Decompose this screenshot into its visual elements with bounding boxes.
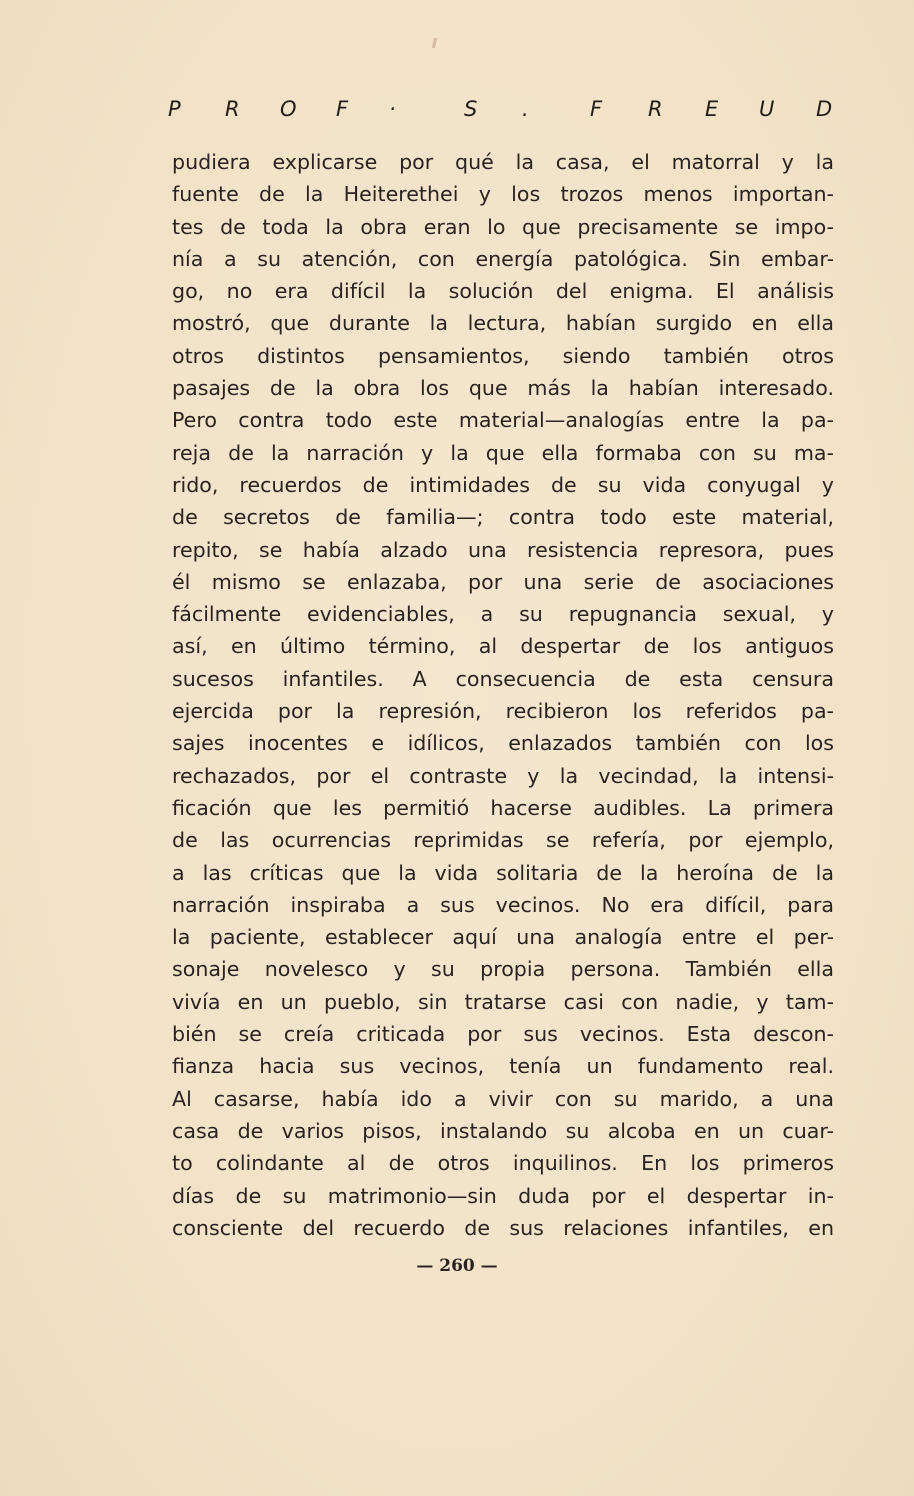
header-letter: U [759, 97, 775, 121]
text-line: repito, se había alzado una resistencia represora, pues [172, 537, 834, 562]
text-line: fianza hacia sus vecinos, tenía un fundamento real. [172, 1054, 834, 1079]
text-line: fácilmente evidenciables, a su repugnancia sexual, y [172, 602, 834, 627]
text-line: sonaje novelesco y su propia persona. También ella [172, 957, 834, 982]
header-letter: P [168, 97, 181, 121]
text-line: nía a su atención, con energía patológica. Sin embar- [172, 246, 834, 271]
text-line: sucesos infantiles. A consecuencia de esta censura [172, 666, 834, 691]
header-letter: S [464, 97, 478, 121]
text-line: rido, recuerdos de intimidades de su vida conyugal y [172, 472, 834, 497]
header-letter: E [705, 97, 719, 121]
ink-mark [432, 38, 437, 48]
text-line: pudiera explicarse por qué la casa, el matorral y la [172, 150, 834, 174]
text-line: vivía en un pueblo, sin tratarse casi con nadie, y tam- [172, 989, 834, 1014]
text-line: bién se creía criticada por sus vecinos. Esta descon- [172, 1022, 834, 1047]
header-letter: F [590, 97, 603, 121]
text-line: Al casarse, había ido a vivir con su marido, a una [172, 1086, 834, 1111]
text-line: de las ocurrencias reprimidas se refería, por ejemplo, [172, 828, 834, 853]
header-letter: O [280, 97, 297, 121]
header-letter: F [336, 97, 349, 121]
text-line: go, no era difícil la solución del enigma. El análisis [172, 279, 834, 304]
text-line: Pero contra todo este material—analogías entre la pa- [172, 408, 834, 433]
text-line: narración inspiraba a sus vecinos. No era difícil, para [172, 892, 834, 917]
text-line: a las críticas que la vida solitaria de la heroína de la [172, 860, 834, 885]
text-line: días de su matrimonio—sin duda por el despertar in- [172, 1183, 834, 1208]
running-header [168, 94, 836, 124]
header-letter: R [648, 97, 663, 121]
header-letter: · [389, 97, 396, 121]
text-line: así, en último término, al despertar de los antiguos [172, 634, 834, 659]
header-letter: R [225, 97, 240, 121]
text-line: fuente de la Heiterethei y los trozos menos importan- [172, 182, 834, 207]
body-paragraph [172, 146, 834, 1244]
text-line: ejercida por la represión, recibieron los referidos pa- [172, 699, 834, 724]
text-line: tes de toda la obra eran lo que precisamente se impo- [172, 214, 834, 239]
page-number: — 260 — [416, 1256, 498, 1276]
text-line: pasajes de la obra los que más la habían interesado. [172, 376, 834, 401]
text-line: sajes inocentes e idílicos, enlazados también con los [172, 731, 834, 756]
text-line: de secretos de familia—; contra todo este material, [172, 505, 834, 530]
text-line: casa de varios pisos, instalando su alcoba en un cuar- [172, 1118, 834, 1143]
text-line: la paciente, establecer aquí una analogía entre el per- [172, 925, 834, 950]
text-line: reja de la narración y la que ella formaba con su ma- [172, 440, 834, 465]
text-line: él mismo se enlazaba, por una serie de asociaciones [172, 569, 834, 594]
text-line: ficación que les permitió hacerse audibles. La primera [172, 795, 834, 820]
header-letter: . [522, 97, 529, 121]
text-line: mostró, que durante la lectura, habían surgido en ella [172, 311, 834, 336]
header-letter: D [816, 97, 833, 121]
text-line: to colindante al de otros inquilinos. En los primeros [172, 1151, 834, 1176]
text-line: otros distintos pensamientos, siendo también otros [172, 343, 834, 368]
text-line: consciente del recuerdo de sus relaciones infantiles, en [172, 1215, 834, 1240]
text-line: rechazados, por el contraste y la vecindad, la intensi- [172, 763, 834, 788]
